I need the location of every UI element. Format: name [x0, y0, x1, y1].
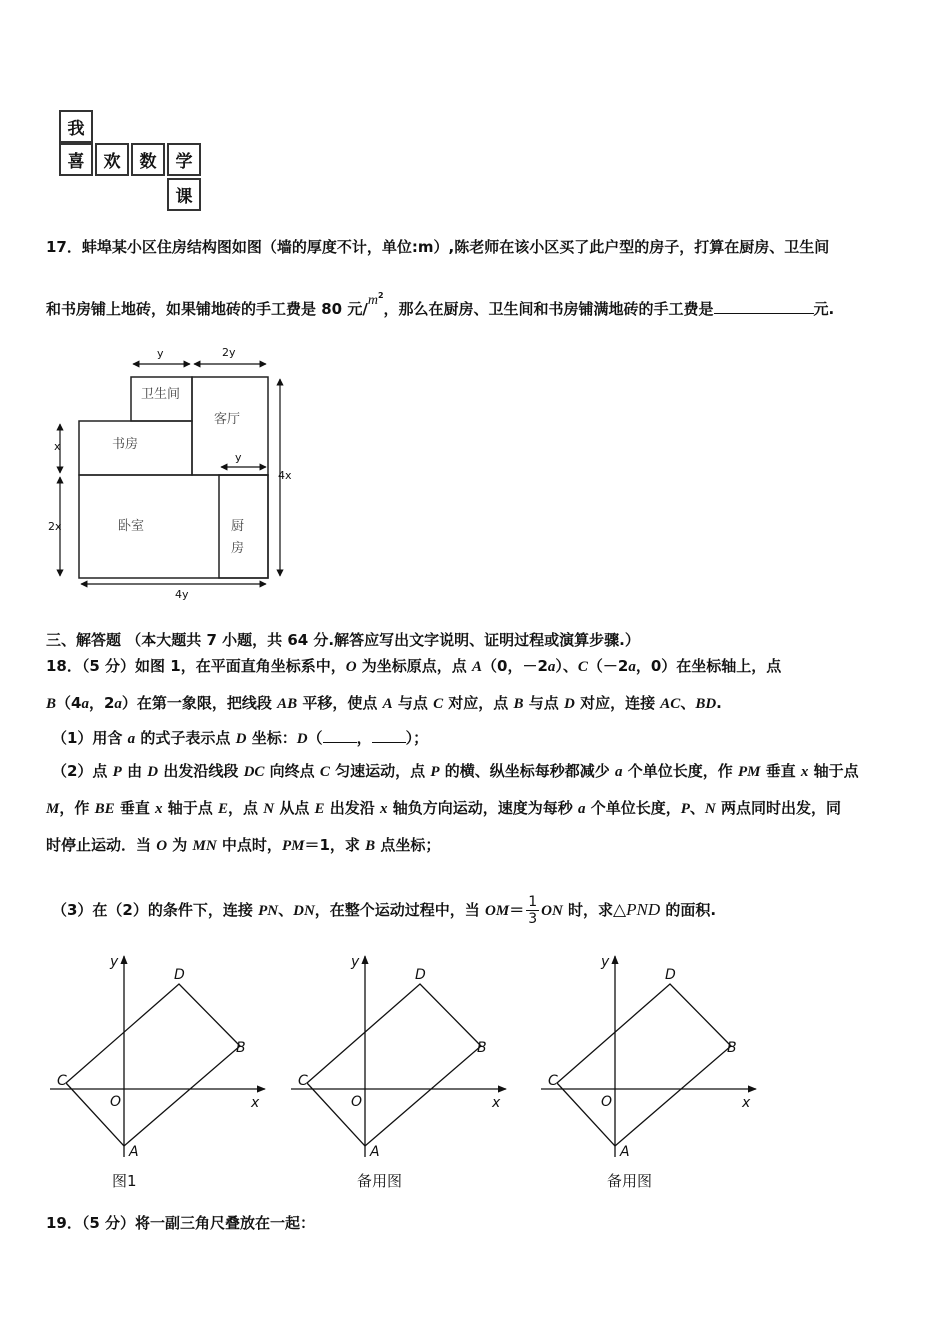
floor-plan-diagram	[40, 340, 300, 605]
dim-y-kitchen: y	[235, 451, 242, 464]
section-3-title: 三、解答题 （本大题共 7 小题，共 64 分.解答应写出文字说明、证明过程或演算步骤.）	[46, 631, 640, 649]
q18-part3: （3）在（2）的条件下，连接 PN、DN，在整个运动过程中，当 OM＝ $\frac{1}{3}$ ON 时，求△PND 的面积.	[52, 894, 717, 927]
label-bathroom: 卫生间	[141, 387, 181, 402]
q17-text-c: 元.	[813, 300, 835, 318]
point-c-label: C	[57, 1073, 67, 1089]
point-a-label: A	[370, 1144, 380, 1160]
dim-4y-bottom: 4y	[175, 588, 189, 601]
caption-backup-2: 备用图	[607, 1172, 653, 1190]
caption-backup-1: 备用图	[357, 1172, 403, 1190]
dim-4x-right: 4x	[278, 469, 292, 482]
point-d-label: D	[174, 967, 185, 983]
axis-x-label: x	[492, 1095, 501, 1111]
d-y-blank[interactable]	[372, 728, 406, 743]
figure-backup-1	[291, 950, 516, 1160]
origin-label: O	[601, 1094, 613, 1110]
figure-1	[50, 950, 275, 1160]
q18-part2-line1: （2）点 P 由 D 出发沿线段 DC 向终点 C 匀速运动，点 P 的横、纵坐标每秒都减少 a 个单位长度，作 PM 垂直 x 轴于点	[52, 762, 859, 780]
point-b-label: B	[236, 1040, 246, 1056]
point-c-label: C	[548, 1073, 558, 1089]
q17-line2	[46, 291, 835, 319]
point-d-label: D	[415, 967, 426, 983]
net-cell-ke: 课	[167, 178, 201, 211]
point-c-label: C	[298, 1073, 308, 1089]
net-cell-huan: 欢	[95, 143, 129, 176]
d-x-blank[interactable]	[323, 728, 357, 743]
label-study: 书房	[112, 437, 139, 452]
axis-x-label: x	[742, 1095, 751, 1111]
origin-label: O	[110, 1094, 122, 1110]
point-b-label: B	[477, 1040, 487, 1056]
dim-2y-top: 2y	[222, 346, 236, 359]
dim-2x-left: 2x	[48, 520, 62, 533]
figure-backup-2	[541, 950, 766, 1160]
q17-line1: 17．蚌埠某小区住房结构图如图（墙的厚度不计，单位:m）,陈老师在该小区买了此户型的房子，打算在厨房、卫生间	[46, 238, 830, 256]
point-b-label: B	[727, 1040, 737, 1056]
label-bedroom: 卧室	[118, 519, 145, 534]
unit-m: m	[367, 293, 378, 308]
dim-x-left: x	[54, 440, 61, 453]
axis-y-label: y	[351, 954, 360, 970]
net-cell-xi: 喜	[59, 143, 93, 176]
axis-x-label: x	[251, 1095, 260, 1111]
q17-answer-blank[interactable]	[714, 299, 814, 314]
unit-sup: 2	[377, 291, 384, 300]
q18-line2: B（4a，2a）在第一象限，把线段 AB 平移，使点 A 与点 C 对应，点 B 与点 D 对应，连接 AC、BD.	[46, 694, 722, 712]
label-kitchen-1: 厨	[231, 519, 245, 534]
label-living: 客厅	[214, 412, 241, 427]
q18-part2-line2: M，作 BE 垂直 x 轴于点 E，点 N 从点 E 出发沿 x 轴负方向运动，速度为每秒 a 个单位长度，P、N 两点同时出发，同	[46, 799, 841, 817]
net-cell-wo: 我	[59, 110, 93, 143]
q17-text-b: ，那么在厨房、卫生间和书房铺满地砖的手工费是	[383, 300, 714, 318]
q17-text-a: 和书房铺上地砖，如果铺地砖的手工费是 80 元/	[46, 300, 368, 318]
label-kitchen-2: 房	[231, 541, 245, 556]
net-cell-xue: 学	[167, 143, 201, 176]
q18-part2-line3: 时停止运动．当 O 为 MN 中点时，PM＝1，求 B 点坐标；	[46, 836, 441, 854]
origin-label: O	[351, 1094, 363, 1110]
fraction-one-third: $\frac{1}{3}$	[528, 894, 538, 927]
axis-y-label: y	[601, 954, 610, 970]
q18-part1: （1）用含 a 的式子表示点 D 坐标：D（ ， ）；	[52, 729, 429, 747]
q18-line1: 18．（5 分）如图 1，在平面直角坐标系中，O 为坐标原点，点 A（0，－2a）、C（－2a，0）在坐标轴上，点	[46, 657, 782, 675]
caption-figure-1: 图1	[112, 1172, 137, 1190]
point-a-label: A	[129, 1144, 139, 1160]
point-d-label: D	[665, 967, 676, 983]
point-a-label: A	[620, 1144, 630, 1160]
q19-line: 19．（5 分）将一副三角尺叠放在一起：	[46, 1214, 316, 1232]
dim-y-top: y	[157, 347, 164, 360]
net-cell-shu: 数	[131, 143, 165, 176]
axis-y-label: y	[110, 954, 119, 970]
